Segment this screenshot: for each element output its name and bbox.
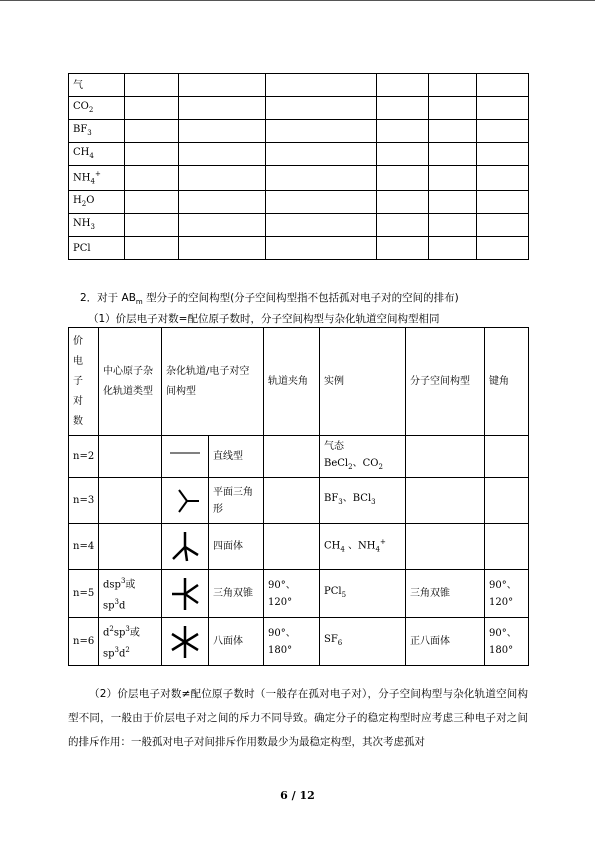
molecule-label: $CH_4$ — [69, 143, 125, 166]
empty-cell — [429, 143, 477, 166]
empty-cell — [266, 166, 377, 191]
row-n6-mol-shape: 正八面体 — [406, 618, 485, 666]
empty-cell — [266, 214, 377, 237]
row-n3-bond-angle — [485, 478, 529, 524]
empty-cell — [429, 214, 477, 237]
row-n4-bond-angle — [485, 524, 529, 570]
row-n2-examples: 气态 BeCl$_2$、$CO_2$ — [320, 436, 406, 478]
molecule-label: $H_2O$ — [69, 191, 125, 214]
header-bond-angle: 键角 — [485, 328, 529, 436]
empty-cell — [179, 214, 266, 237]
row-n5-examples: PCl$_5$ — [320, 570, 406, 618]
empty-cell — [377, 143, 429, 166]
row-n2-angle — [264, 436, 320, 478]
header-hybrid-type: 中心原子杂化轨道类型 — [99, 328, 162, 436]
row-n3-examples: $BF_3$、BCl$_3$ — [320, 478, 406, 524]
molecule-label: $BF_3$ — [69, 120, 125, 143]
empty-cell — [179, 120, 266, 143]
empty-cell — [377, 97, 429, 120]
row-n4-examples: $CH_4$ 、$NH_4^+$ — [320, 524, 406, 570]
hybridization-table — [68, 327, 529, 666]
table-row — [69, 166, 529, 191]
row-n6-bond-angle: 90°、 180° — [485, 618, 529, 666]
empty-cell — [429, 237, 477, 260]
section-2-paragraph: （2）价层电子对数≠配位原子数时（一般存在孤对电子对），分子空间构型与杂化轨道空间构型不同，一般由于价层电子对之间的斥力不同导致。确定分子的稳定构型时应考虑三种电子对之间的排斥作用：一般孤对电子对间排斥作用数最少为最稳定构型，其次考虑孤对 — [68, 688, 528, 748]
empty-cell — [377, 237, 429, 260]
table-row — [69, 214, 529, 237]
table-row — [69, 120, 529, 143]
row-n2-hybrid — [99, 436, 162, 478]
table-row — [69, 191, 529, 214]
row-n2-bond-angle — [485, 436, 529, 478]
section-2-heading: 2．对于 $AB_m$ 型分子的空间构型(分子空间构型指不包括孤对电子对的空间的排布) — [80, 292, 459, 307]
page-number: 6 / 12 — [280, 789, 315, 802]
empty-cell — [179, 143, 266, 166]
empty-cell — [266, 97, 377, 120]
empty-cell — [125, 166, 179, 191]
linear-icon — [162, 436, 209, 478]
empty-cell — [179, 166, 266, 191]
empty-cell — [125, 143, 179, 166]
empty-cell — [377, 191, 429, 214]
empty-cell — [429, 97, 477, 120]
empty-cell — [125, 214, 179, 237]
row-n2-count: n=2 — [69, 436, 99, 478]
row-n5-count: n=5 — [69, 570, 99, 618]
empty-cell — [125, 74, 179, 97]
gas-molecule-table — [68, 73, 529, 260]
header-molecular-geometry: 分子空间构型 — [406, 328, 485, 436]
empty-cell — [266, 191, 377, 214]
empty-cell — [266, 237, 377, 260]
row-n3-mol-shape — [406, 478, 485, 524]
row-n2-mol-shape — [406, 436, 485, 478]
header-rule — [0, 0, 595, 1]
empty-cell — [477, 74, 529, 97]
empty-cell — [477, 166, 529, 191]
row-n4-mol-shape — [406, 524, 485, 570]
table-row — [69, 143, 529, 166]
molecule-label: $NH_3$ — [69, 214, 125, 237]
empty-cell — [179, 74, 266, 97]
empty-cell — [266, 120, 377, 143]
row-n6-hybrid: $d^2sp^3$或 $sp^3d^2$ — [99, 618, 162, 666]
table-row — [69, 237, 529, 260]
row-n5-angle: 90°、 120° — [264, 570, 320, 618]
empty-cell — [377, 166, 429, 191]
empty-cell — [477, 214, 529, 237]
empty-cell — [125, 237, 179, 260]
trigonal-planar-icon — [162, 478, 209, 524]
header-examples: 实例 — [320, 328, 406, 436]
empty-cell — [125, 120, 179, 143]
row-n5-mol-shape: 三角双锥 — [406, 570, 485, 618]
molecule-label: $NH_4^+$ — [69, 166, 125, 191]
row-n3-count: n=3 — [69, 478, 99, 524]
row-n6-examples: $SF_6$ — [320, 618, 406, 666]
empty-cell — [125, 191, 179, 214]
empty-cell — [477, 143, 529, 166]
row-n5-shape: 三角双锥 — [209, 570, 264, 618]
empty-cell — [179, 237, 266, 260]
header-orbital-geometry: 杂化轨道/电子对空间构型 — [162, 328, 264, 436]
empty-cell — [179, 97, 266, 120]
row-n6-angle: 90°、 180° — [264, 618, 320, 666]
row-n4-angle — [264, 524, 320, 570]
row-n3-shape: 平面三角形 — [209, 478, 264, 524]
empty-cell — [266, 74, 377, 97]
molecule-label: PCl — [69, 237, 125, 260]
row-n3-hybrid — [99, 478, 162, 524]
empty-cell — [377, 120, 429, 143]
section-2-subheading: （1）价层电子对数=配位原子数时，分子空间构型与杂化轨道空间构型相同 — [88, 313, 440, 325]
row-n5-hybrid: dsp$^3$或 $sp^3d$ — [99, 570, 162, 618]
empty-cell — [477, 120, 529, 143]
header-orbital-angle: 轨道夹角 — [264, 328, 320, 436]
row-n3-angle — [264, 478, 320, 524]
empty-cell — [429, 120, 477, 143]
empty-cell — [429, 74, 477, 97]
trigonal-bipyramidal-icon — [162, 570, 209, 618]
empty-cell — [429, 191, 477, 214]
empty-cell — [429, 166, 477, 191]
empty-cell — [477, 191, 529, 214]
row-n4-count: n=4 — [69, 524, 99, 570]
row-n4-hybrid — [99, 524, 162, 570]
molecule-label: $CO_2$ — [69, 97, 125, 120]
row-n5-bond-angle: 90°、 120° — [485, 570, 529, 618]
row-n2-shape: 直线型 — [209, 436, 264, 478]
empty-cell — [266, 143, 377, 166]
table-row — [69, 97, 529, 120]
empty-cell — [125, 97, 179, 120]
table-row — [69, 74, 529, 97]
tetrahedral-icon — [162, 524, 209, 570]
empty-cell — [377, 214, 429, 237]
empty-cell — [477, 237, 529, 260]
empty-cell — [179, 191, 266, 214]
row-n4-shape: 四面体 — [209, 524, 264, 570]
row-n6-shape: 八面体 — [209, 618, 264, 666]
octahedral-icon — [162, 618, 209, 666]
row-n6-count: n=6 — [69, 618, 99, 666]
empty-cell — [377, 74, 429, 97]
empty-cell — [477, 97, 529, 120]
molecule-label: 气 — [69, 74, 125, 97]
header-pair-count: 价 电 子 对 数 — [69, 328, 99, 436]
